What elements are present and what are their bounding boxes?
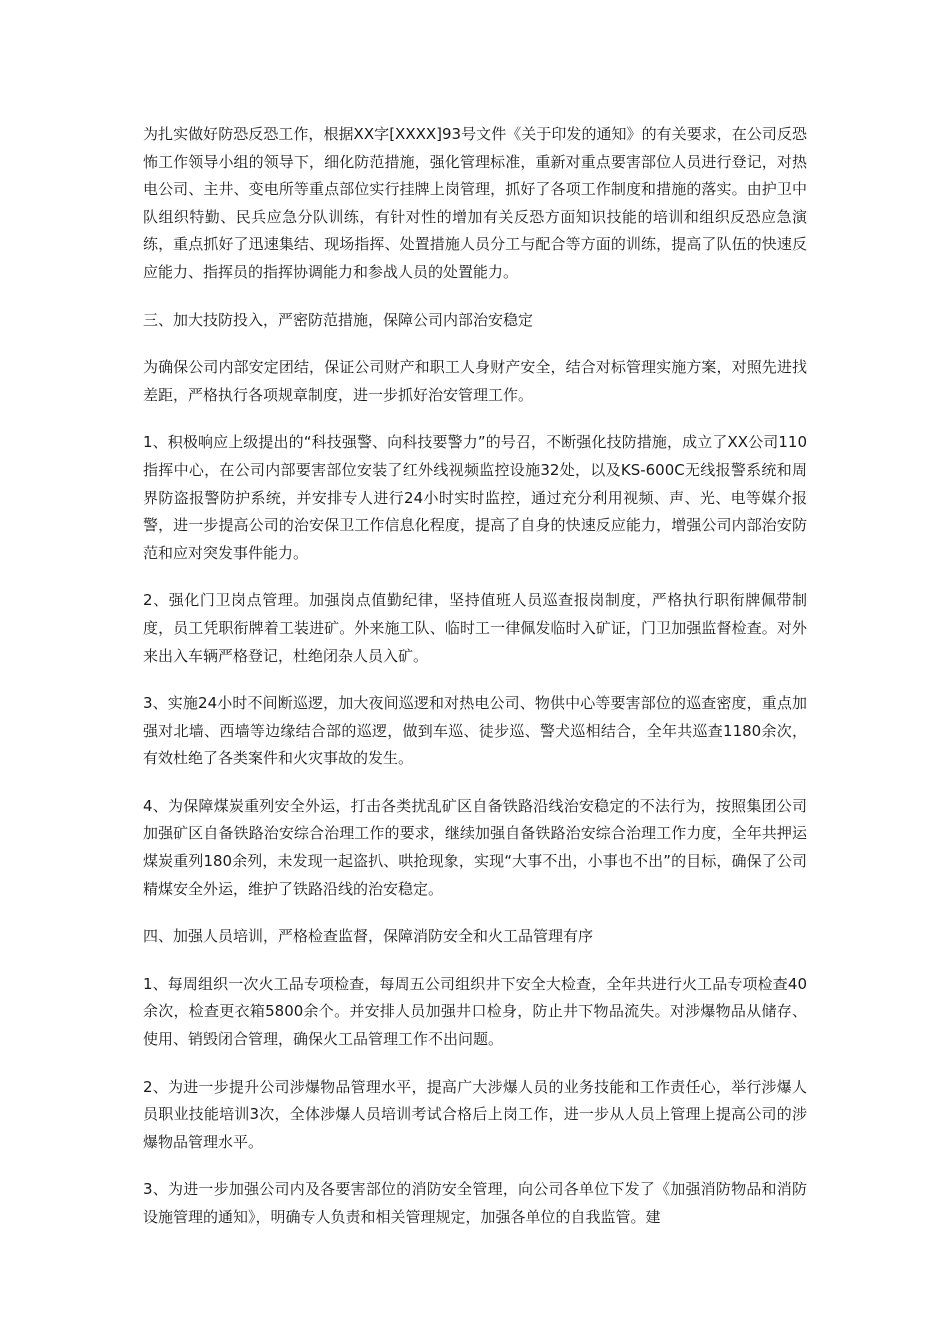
paragraph-gate-management: 2、强化门卫岗点管理。加强岗点值勤纪律，坚持值班人员巡查报岗制度，严格执行职衔牌佩带制度，员工凭职衔牌着工装进矿。外来施工队、临时工一律佩发临时入矿证，门卫加强监督检查。对外来出入车辆严格登记，杜绝闭杂人员入矿。: [143, 591, 807, 665]
paragraph-railway: 4、为保障煤炭重列安全外运，打击各类扰乱矿区自备铁路沿线治安稳定的不法行为，按照集团公司加强矿区自备铁路治安综合治理工作的要求，继续加强自备铁路治安综合治理工作力度，全年共押运煤炭重列180余列，未发现一起盗扒、哄抢现象，实现“大事不出，小事也不出”的目标，确保了公司精煤安全外运，维护了铁路沿线的治安稳定。: [143, 796, 807, 898]
section-heading-3: 三、加大技防投入，严密防范措施，保障公司内部治安稳定: [143, 310, 534, 329]
paragraph-tech-measures: 1、积极响应上级提出的“科技强警、向科技要警力”的号召，不断强化技防措施，成立了XX公司110指挥中心，在公司内部要害部位安装了红外线视频监控设施32处，以及KS-600C无线报警系统和周界防盗报警防护系统，并安排专人进行24小时实时监控，通过充分利用视频、声、光、电等媒介报警，进一步提高公司的治安保卫工作信息化程度，提高了自身的快速反应能力，增强公司内部治安防范和应对突发事件能力。: [143, 433, 807, 562]
paragraph-anti-terror: 为扎实做好防恐反恐工作，根据XX字[XXXX]93号文件《关于印发的通知》的有关要求，在公司反恐怖工作领导小组的领导下，细化防范措施，强化管理标准，重新对重点要害部位人员进行登记，对热电公司、主井、变电所等重点部位实行挂牌上岗管理，抓好了各项工作制度和措施的落实。由护卫中队组织特勤、民兵应急分队训练，有针对性的增加有关反恐方面知识技能的培训和组织反恐应急演练，重点抓好了迅速集结、现场指挥、处置措施人员分工与配合等方面的训练，提高了队伍的快速反应能力、指挥员的指挥协调能力和参战人员的处置能力。: [143, 125, 807, 281]
section-heading-4: 四、加强人员培训，严格检查监督，保障消防安全和火工品管理有序: [143, 927, 594, 946]
paragraph-security-intro: 为确保公司内部安定团结，保证公司财产和职工人身财产安全，结合对标管理实施方案，对照先进找差距，严格执行各项规章制度，进一步抓好治安管理工作。: [143, 358, 807, 404]
paragraph-explosives-training: 2、为进一步提升公司涉爆物品管理水平，提高广大涉爆人员的业务技能和工作责任心，举行涉爆人员职业技能培训3次，全体涉爆人员培训考试合格后上岗工作，进一步从人员上管理上提高公司的涉爆物品管理水平。: [143, 1077, 807, 1151]
paragraph-patrol: 3、实施24小时不间断巡逻，加大夜间巡逻和对热电公司、物供中心等要害部位的巡查密度，重点加强对北墙、西墙等边缘结合部的巡逻，做到车巡、徒步巡、警犬巡相结合，全年共巡查1180余次，有效杜绝了各类案件和火灾事故的发生。: [143, 694, 807, 768]
document-page: [143, 121, 807, 1252]
paragraph-explosives-inspection: 1、每周组织一次火工品专项检查，每周五公司组织井下安全大检查，全年共进行火工品专项检查40余次，检查更衣箱5800余个。并安排人员加强井口检身，防止井下物品流失。对涉爆物品从储存、使用、销毁闭合管理，确保火工品管理工作不出问题。: [143, 974, 807, 1049]
paragraph-fire-safety: 3、为进一步加强公司内及各要害部位的消防安全管理，向公司各单位下发了《加强消防物品和消防设施管理的通知》，明确专人负责和相关管理规定，加强各单位的自我监管。建: [143, 1180, 807, 1226]
